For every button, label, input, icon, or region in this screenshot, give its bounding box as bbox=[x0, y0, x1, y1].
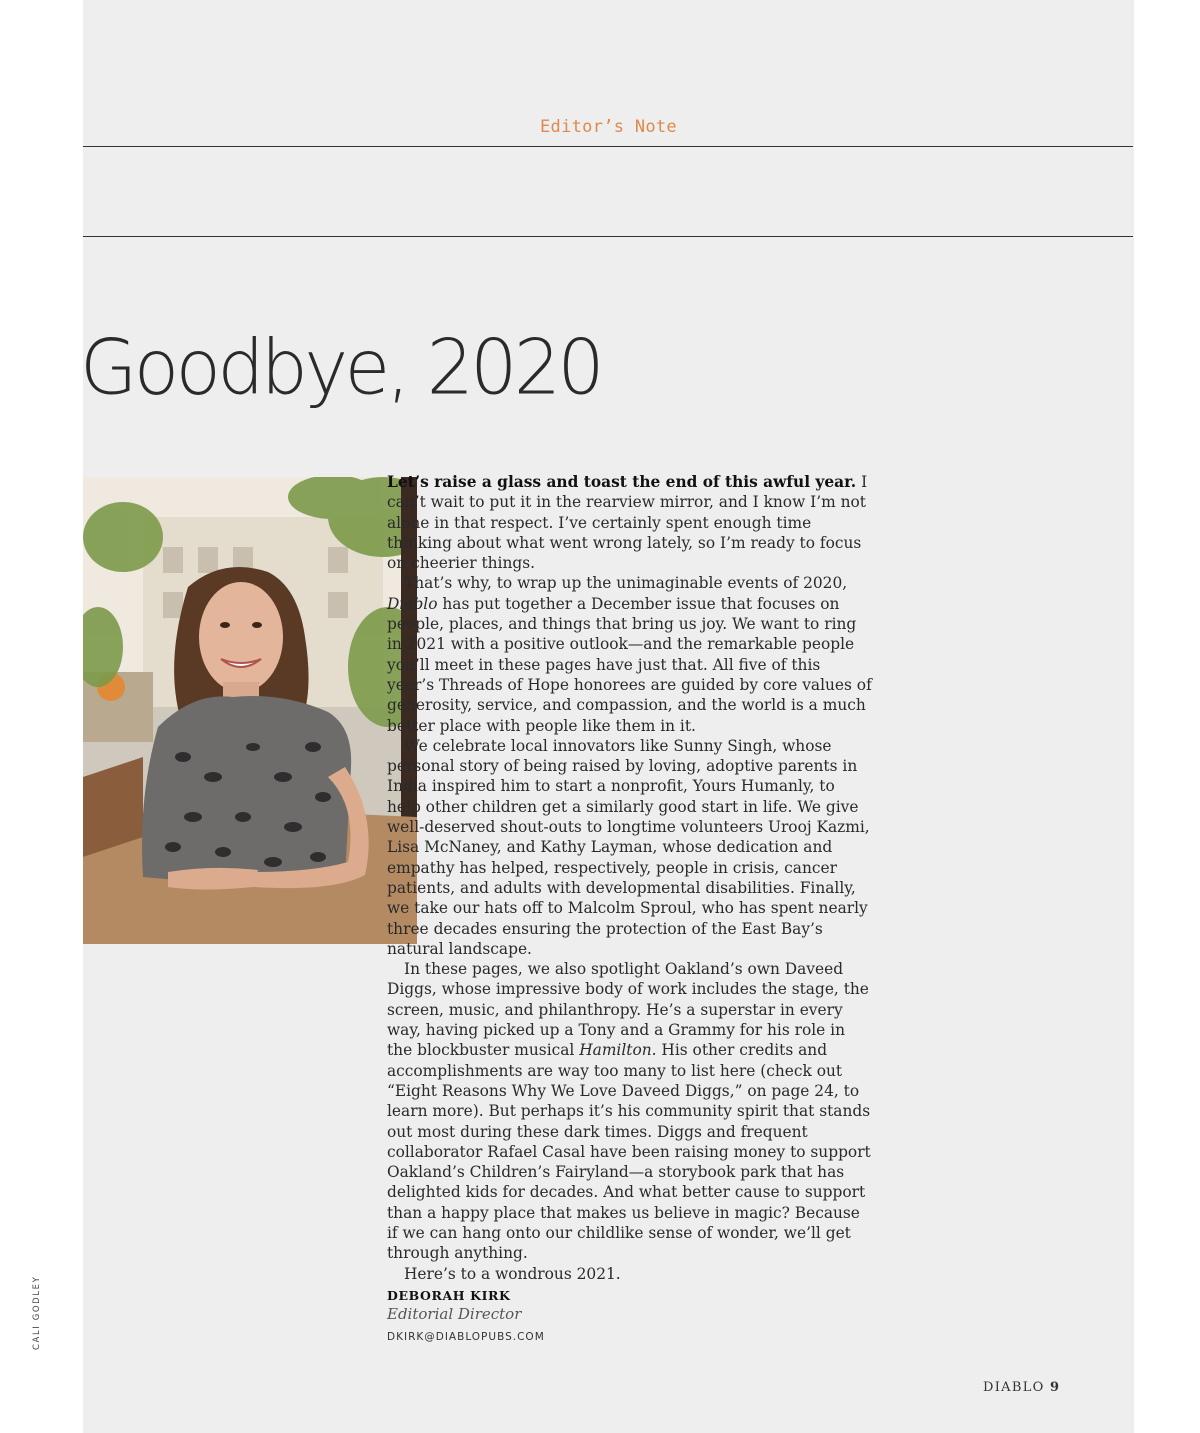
paragraph-3: We celebrate local innovators like Sunny Singh, whose personal story of being raised by loving, adoptive parents in India inspired him to start a nonprofit, Yours Humanly, to help other children get a similarly good start in life. We give well-deserved shout-outs to longtime volunteers Urooj Kazmi, Lisa McNaney, and Kathy Layman, whose dedication and empathy has helped, respectively, people in crisis, cancer patients, and adults with developmental disabilities. Finally, we take our hats off to Malcolm Sproul, who has spent nearly three decades ensuring the protection of the East Bay’s natural landscape. bbox=[387, 736, 870, 958]
author-photo bbox=[83, 477, 417, 944]
photo-credit: CALI GODLEY bbox=[32, 1275, 42, 1350]
magazine-name: Diablo bbox=[387, 594, 438, 613]
headline: Goodbye, 2020 bbox=[80, 324, 602, 412]
article-body bbox=[387, 472, 872, 1284]
paragraph-2-text-a: That’s why, to wrap up the unimaginable events of 2020, bbox=[404, 574, 848, 593]
paragraph-1-text: I can’t wait to put it in the rearview mirror, and I know I’m not alone in that respect. I’ve certainly spent enough time thinking about what went wrong lately, so I’m ready to focus on cheerier things. bbox=[387, 473, 868, 573]
paragraph-2-text-b: has put together a December issue that focuses on people, places, and things that bring us joy. We want to ring in 2021 with a positive outlook—and the remarkable people you’ll meet in these pages have just that. All five of this year’s Threads of Hope honorees are guided by core values of generosity, service, and compassion, and the world is a much better place with people like them in it. bbox=[387, 594, 872, 735]
signature-block bbox=[387, 1288, 545, 1343]
paragraph-1 bbox=[387, 472, 872, 573]
top-rule bbox=[83, 146, 1133, 147]
author-photo-illustration bbox=[83, 477, 417, 944]
paragraph-5: Here’s to a wondrous 2021. bbox=[404, 1264, 621, 1283]
author-email[interactable]: DKIRK@DIABLOPUBS.COM bbox=[387, 1331, 545, 1343]
paragraph-4 bbox=[387, 959, 872, 1263]
paragraph-4-text-b: His other credits and accomplishments are way too many to list here (check out “Eight Reasons Why We Love Daveed Diggs,” on page 24, to learn more). But perhaps it’s his community spirit that stands out most during these dark times. Diggs and frequent collaborator Rafael Casal have been raising money to support Oakland’s Children’s Fairyland—a storybook park that has delighted kids for decades. And what better cause to support than a happy place that makes us believe in magic? Because if we can hang onto our childlike sense of wonder, we’ll get through anything. bbox=[387, 1041, 871, 1263]
page-folio bbox=[983, 1380, 1059, 1395]
author-name: DEBORAH KIRK bbox=[387, 1288, 511, 1303]
author-title: Editorial Director bbox=[387, 1305, 522, 1323]
header-rule bbox=[83, 236, 1133, 237]
lead-sentence: Let’s raise a glass and toast the end of this awful year. bbox=[387, 473, 857, 491]
paragraph-2 bbox=[387, 573, 872, 735]
musical-title: Hamilton. bbox=[579, 1041, 657, 1060]
folio-magazine: DIABLO bbox=[983, 1380, 1045, 1395]
section-label: Editor’s Note bbox=[540, 117, 677, 137]
folio-page-number: 9 bbox=[1050, 1380, 1060, 1395]
paragraph-4-text-a: In these pages, we also spotlight Oakland’s own Daveed Diggs, whose impressive body of work includes the stage, the screen, music, and philanthropy. He’s a superstar in every way, having picked up a Tony and a Grammy for his role in the blockbuster musical bbox=[387, 960, 869, 1060]
